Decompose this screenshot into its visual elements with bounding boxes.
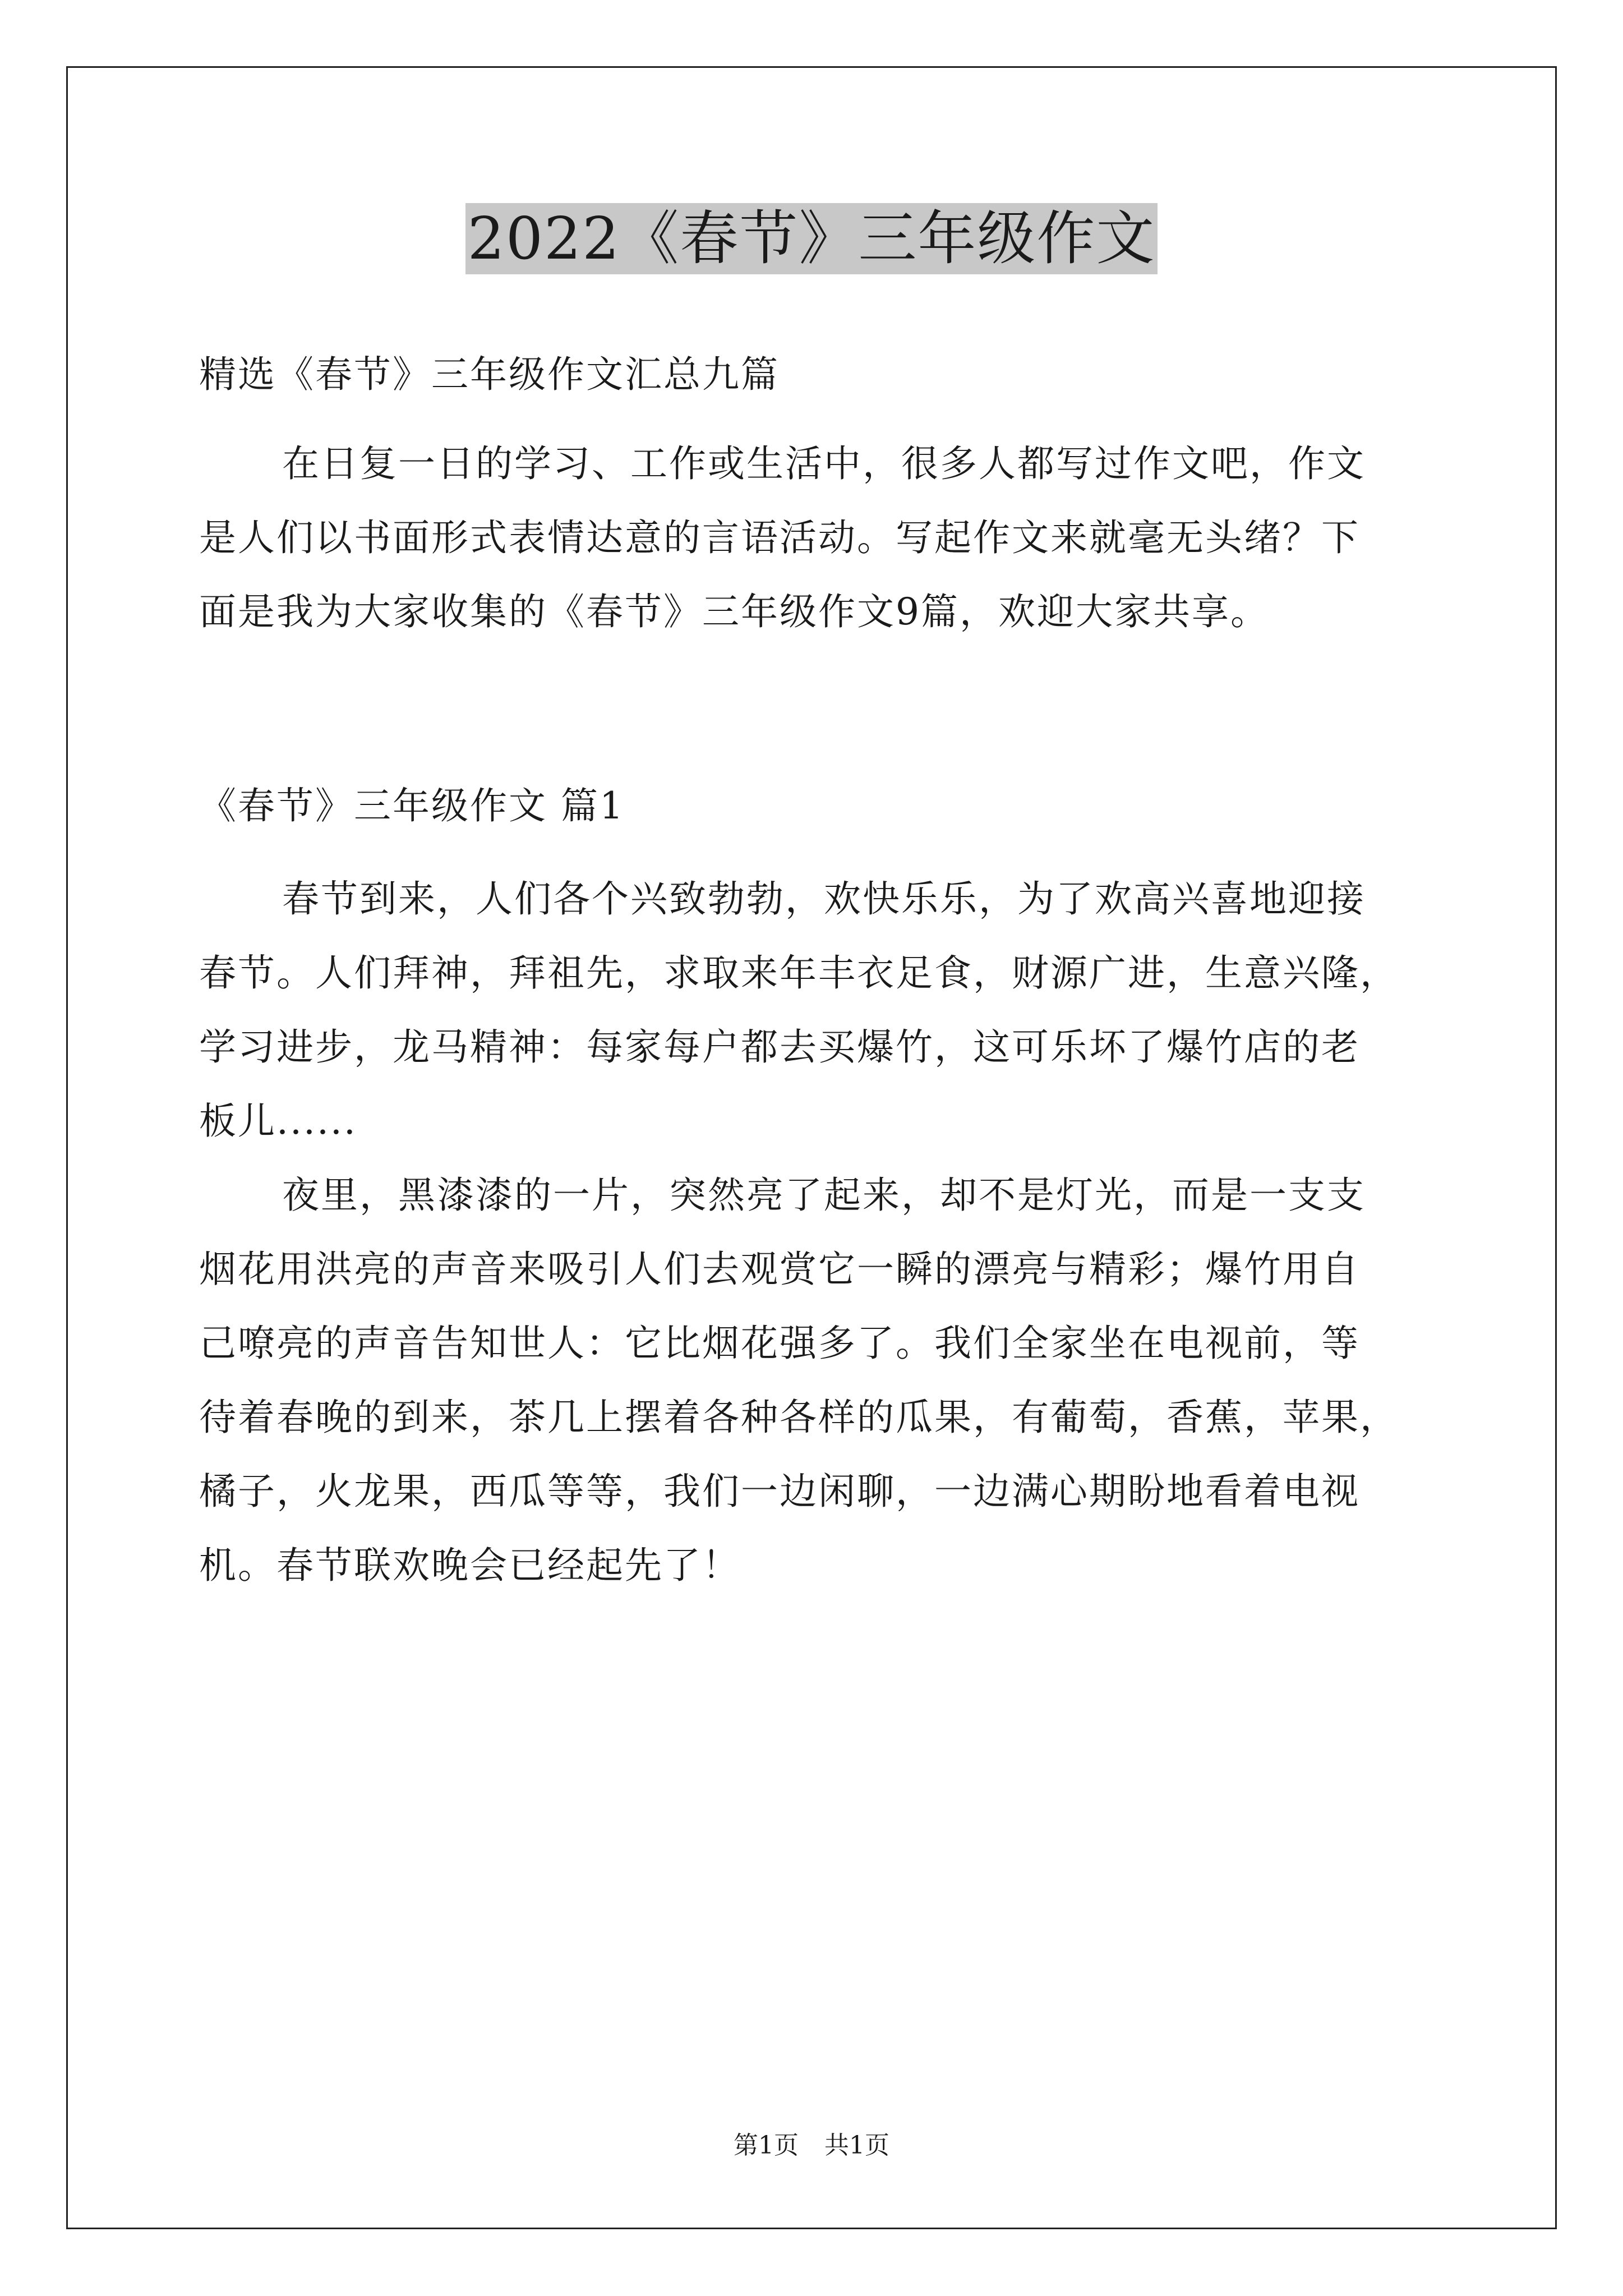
paragraph1-line: 学习进步，龙马精神：每家每户都去买爆竹，这可乐坏了爆竹店的老 — [199, 1025, 1360, 1069]
paragraph2-line: 夜里，黑漆漆的一片，突然亮了起来，却不是灯光，而是一支支 — [282, 1174, 1366, 1217]
paragraph2-line: 橘子，火龙果，西瓜等等，我们一边闲聊，一边满心期盼地看着电视 — [199, 1470, 1360, 1513]
document-title: 2022《春节》三年级作文 — [465, 203, 1158, 274]
paragraph2-line: 机。春节联欢晚会已经起先了！ — [199, 1544, 741, 1587]
paragraph1-line: 春节到来，人们各个兴致勃勃，欢快乐乐，为了欢高兴喜地迎接 — [282, 877, 1366, 921]
document-body — [199, 353, 1433, 1587]
paragraph1-line: 春节。人们拜神，拜祖先，求取来年丰衣足食，财源广进，生意兴隆， — [199, 951, 1399, 995]
paragraph1-line: 板儿...... — [199, 1099, 357, 1143]
paragraph2-line: 待着春晚的到来，茶几上摆着各种各样的瓜果，有葡萄，香蕉，苹果， — [199, 1396, 1399, 1439]
section-heading: 《春节》三年级作文 篇1 — [199, 784, 625, 827]
page-number: 第1页 — [734, 2131, 799, 2160]
intro-line: 面是我为大家收集的《春节》三年级作文9篇，欢迎大家共享。 — [199, 590, 1269, 633]
title-container — [0, 203, 1623, 274]
document-subtitle: 精选《春节》三年级作文汇总九篇 — [199, 353, 780, 396]
page-footer — [0, 2129, 1623, 2162]
intro-line: 是人们以书面形式表情达意的言语活动。写起作文来就毫无头绪？下 — [199, 516, 1360, 559]
intro-line: 在日复一日的学习、工作或生活中，很多人都写过作文吧，作文 — [282, 442, 1366, 485]
paragraph2-line: 己嘹亮的声音告知世人：它比烟花强多了。我们全家坐在电视前，等 — [199, 1322, 1360, 1365]
page-total: 共1页 — [824, 2131, 889, 2160]
paragraph2-line: 烟花用洪亮的声音来吸引人们去观赏它一瞬的漂亮与精彩；爆竹用自 — [199, 1248, 1360, 1291]
